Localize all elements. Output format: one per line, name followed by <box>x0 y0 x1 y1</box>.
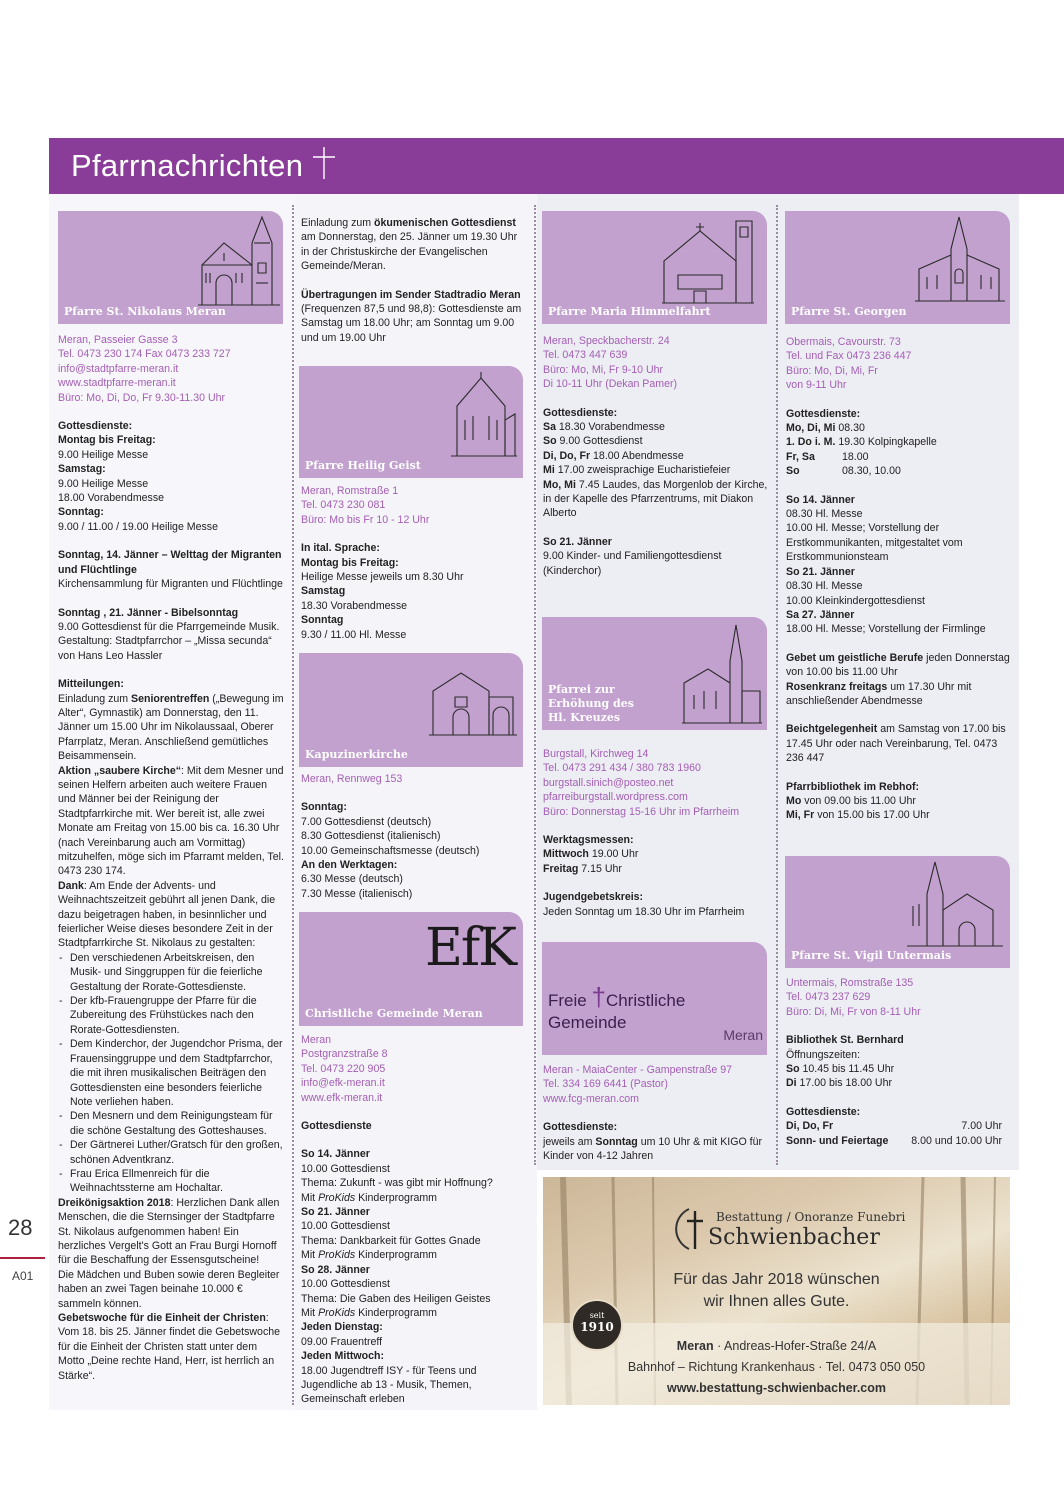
cross-icon <box>673 1205 713 1255</box>
day-label: Samstag: <box>58 463 106 476</box>
parish-name: Pfarre Maria Himmelfahrt <box>548 305 711 318</box>
column-separator <box>292 205 294 1405</box>
announcement: Dreikönigsaktion 2018: Herzlichen Dank allen Menschen, die die Sternsinger der Stadtpfarre St. Nikolaus aufgenommen haben! Ein herzliches Vergelt's Gott an Frau Burgi Hornoff für die Beschaffung der Essensgutscheine! <box>58 1196 280 1267</box>
list-item: - Frau Erica Ellmenreich für die Weihnachtssterne am Hochaltar. <box>58 1167 286 1196</box>
email-link[interactable]: info@efk-meran.it <box>301 1077 385 1090</box>
church-illustration-icon <box>905 860 1005 948</box>
parish-name: Pfarre St. Nikolaus Meran <box>64 305 226 318</box>
announcement: Einladung zum Seniorentreffen („Bewegung im Alter“, Gymnastik) am Donnerstag, den 11. Jänner um 15.00 Uhr im Nikolaussaal, Oberer Pfarrplatz, Meran. Anschließend gemütliches Beisammensein. <box>58 692 284 763</box>
parish-st-nikolaus-text <box>58 333 286 1383</box>
parish-name: Pfarre St. Georgen <box>791 305 907 318</box>
kapuzinerkirche-text: Meran, Rennweg 153 Sonntag: 7.00 Gottesdienst (deutsch) 8.30 Gottesdienst (italienisch) 10.00 Gemeinschaftsmesse (deutsch) An den Werktagen: 6.30 Messe (deutsch) 7.30 Messe (italienisch) <box>301 773 480 900</box>
parish-name: Pfarre Heilig Geist <box>305 459 421 472</box>
ad-company-name: Schwienbacher <box>708 1225 880 1250</box>
contact-line: Meran, Passeier Gasse 3 <box>58 334 178 346</box>
contact-line: Büro: Mo, Di, Do, Fr 9.30-11.30 Uhr <box>58 391 226 404</box>
schedule-line: 9.00 Heilige Messe <box>58 448 149 461</box>
announcement: Die Mädchen und Buben sowie deren Begleiter haben an zwei Tagen beinahe 10.000 € sammeln können. <box>58 1268 280 1310</box>
parish-heilig-geist-text: Meran, Romstraße 1 Tel. 0473 230 081 Büro: Mo bis Fr 10 - 12 Uhr In ital. Sprache: Montag bis Freitag: Heilige Messe jeweils um 8.30 Uhr Samstag 18.30 Vorabendmesse Sonntag 9.30 / 11.00 Hl. Messe <box>301 484 527 642</box>
website-link[interactable]: www.stadtpfarre-meran.it <box>58 377 176 390</box>
list-item: - Dem Kinderchor, der Jugendchor Prisma, der Frauensinggruppe und dem Stadtpfarrchor, die mit ihren musikalischen Beiträgen den Gottesdiensten eine besonders feierliche Note verliehen haben. <box>58 1037 286 1109</box>
cross-icon <box>311 146 337 180</box>
page-number: 28 <box>8 1215 33 1240</box>
event-text: Kirchensammlung für Migranten und Flüchtlinge <box>58 578 283 591</box>
section-heading: Gottesdienste: <box>58 420 133 433</box>
church-illustration-icon <box>196 213 282 307</box>
parish-name: Kapuzinerkirche <box>305 748 408 761</box>
page-divider <box>0 1257 45 1259</box>
email-link[interactable]: burgstall.sinich@posteo.net <box>543 776 674 789</box>
parish-card-fcg <box>542 942 767 1055</box>
event-heading: Sonntag , 21. Jänner - Bibelsonntag <box>58 606 239 619</box>
since-seal: seit 1910 <box>571 1299 623 1351</box>
day-label: Montag bis Freitag: <box>58 434 156 447</box>
contact-line: Büro: Mo bis Fr 10 - 12 Uhr <box>301 513 430 526</box>
announcement: Gebetswoche für die Einheit der Christen: Vom 18. bis 25. Jänner findet die Gebetswoche für die Einheit der Christen statt unter dem Motto „Deine rechte Hand, Herr, ist herrlich an Stärke“. <box>58 1312 281 1382</box>
column-separator <box>776 205 778 1165</box>
website-link[interactable]: pfarreiburgstall.wordpress.com <box>543 791 688 804</box>
funeral-advertisement <box>543 1177 1010 1405</box>
ad-wish-line: wir Ihnen alles Gute. <box>703 1293 850 1310</box>
section-heading: Mitteilungen: <box>58 678 124 691</box>
parish-card-st-nikolaus <box>58 211 283 324</box>
church-illustration-icon <box>427 667 519 737</box>
edition-code: A01 <box>12 1269 34 1283</box>
day-label: Sonntag: <box>58 506 104 519</box>
parish-card-heilig-geist <box>299 366 523 478</box>
church-illustration-icon <box>680 621 764 725</box>
column-separator <box>534 205 536 1165</box>
fcg-logo: Freie †Christliche Gemeinde Meran <box>548 982 763 1043</box>
schedule-line: 18.00 Vorabendmesse <box>58 492 165 505</box>
efk-text: Meran Postgranzstraße 8 Tel. 0473 220 905 info@efk-meran.it www.efk-meran.it Gottesdienste So 14. Jänner 10.00 Gottesdienst Thema: Zukunft - was gibt mir Hoffnung? Mit ProKids Kinderprogramm So 21. Jänner 10.00 Gottesdienst Thema: Dankbarkeit für Gottes Gnade Mit ProKids Kinderprogramm So 28. Jänner 10.00 Gottesdienst Thema: Die Gaben des Heiligen Geistes Mit ProKids Kinderprogramm Jeden Dienstag: 09.00 Frauentreff Jeden Mittwoch: 18.00 Jugendtreff ISY - für Teens und Jugendliche ab 13 - Musik, Themen, Gemeinschaft erleben <box>301 1033 527 1407</box>
church-illustration-icon <box>913 213 1007 303</box>
contact-line: Meran, Romstraße 1 <box>301 485 399 497</box>
parish-card-efk <box>299 912 523 1026</box>
parish-card-maria-himmelfahrt <box>542 211 767 324</box>
parish-card-st-vigil <box>785 856 1010 968</box>
schedule-line: 9.00 Heilige Messe <box>58 477 149 490</box>
event-heading: Sonntag, 14. Jänner – Welttag der Migranten und Flüchtlinge <box>58 549 282 576</box>
email-link[interactable]: info@stadtpfarre-meran.it <box>58 362 179 375</box>
parish-name: Pfarre St. Vigil Untermais <box>791 949 952 962</box>
parish-name: Christliche Gemeinde Meran <box>305 1007 483 1020</box>
schedule-line: 9.00 / 11.00 / 19.00 Heilige Messe <box>58 520 218 533</box>
event-text: 9.00 Gottesdienst für die Pfarrgemeinde Musik. Gestaltung: Stadtpfarrchor – „Missa secunda“ von Hans Leo Hassler <box>58 620 280 662</box>
st-vigil-text: Untermais, Romstraße 135 Tel. 0473 237 629 Büro: Di, Mi, Fr von 8-11 Uhr Bibliothek St. Bernhard Öffnungszeiten: So 10.45 bis 11.45 Uhr Di 17.00 bis 18.00 Uhr Gottesdienste: Di, Do, Fr 7.00 Uhr Sonn- und Feiertage 8.00 und 10.00 Uhr <box>786 977 1002 1147</box>
st-georgen-text: Obermais, Cavourstr. 73 Tel. und Fax 0473 236 447 Büro: Mo, Di, Mi, Fr von 9-11 Uhr Gottesdienste: Mo, Di, Mi 08.30 1. Do i. M. 19.30 Kolpingkapelle Fr, Sa 18.00 So 08.30, 10.00 So 14. Jänner 08.30 Hl. Messe 10.00 Hl. Messe; Vorstellung der Erstkommunikanten, mitgestaltet vom Erstkommunionsteam So 21. Jänner 08.30 Hl. Messe 10.00 Kleinkindergottesdienst Sa 27. Jänner 18.00 Hl. Messe; Vorstellung der Firmlinge Gebet um geistliche Berufe jeden Donnerstag von 10.00 bis 11.00 Uhr Rosenkranz freitags um 17.30 Uhr mit anschließender Abendmesse Beichtgelegenheit am Samstag von 17.00 bis 17.45 Uhr oder nach Vereinbarung, Tel. 0473 236 447 Pfarrbibliothek im Rebhof: Mo von 09.00 bis 11.00 Uhr Mi, Fr von 15.00 bis 17.00 Uhr <box>786 336 1010 822</box>
parish-name: Pfarrei zur Erhöhung des Hl. Kreuzes <box>548 683 634 724</box>
list-item: - Den Mesnern und dem Reinigungsteam für die schöne Gestaltung des Gotteshauses. <box>58 1109 286 1138</box>
announcement: Dank: Am Ende der Advents- und Weihnachtszeitzeit gebührt all jenen Dank, die dazu beigetragen haben, in besinnlicher und feierlicher Weise dieses besondere Zeit in der Stadtpfarrkirche St. Nikolaus zu gestalten: <box>58 879 276 950</box>
hl-kreuz-text: Burgstall, Kirchweg 14 Tel. 0473 291 434 / 380 783 1960 burgstall.sinich@posteo.net pfarreiburgstall.wordpress.com Büro: Donnerstag 15-16 Uhr im Pfarrheim Werktagsmessen: Mittwoch 19.00 Uhr Freitag 7.15 Uhr Jugendgebetskreis: Jeden Sonntag um 18.30 Uhr im Pfarrheim <box>543 747 769 919</box>
contact-line: Tel. 0473 230 174 Fax 0473 233 727 <box>58 348 231 361</box>
parish-card-hl-kreuz <box>542 617 767 730</box>
section-title: Pfarrnachrichten <box>71 148 304 183</box>
maria-himmelfahrt-text: Meran, Speckbacherstr. 24 Tel. 0473 447 639 Büro: Mo, Mi, Fr 9-10 Uhr Di 10-11 Uhr (Dekan Pamer) Gottesdienste: Sa 18.30 Vorabendmesse So 9.00 Gottesdienst Di, Do, Fr 18.00 Abendmesse Mi 17.00 zweisprachige Eucharistiefeier Mo, Mi 7.45 Laudes, das Morgenlob der Kirche, in der Kapelle des Pfarrzentrums, mit Diakon Alberto So 21. Jänner 9.00 Kinder- und Familiengottesdienst (Kinderchor) <box>543 335 768 577</box>
announcement: Aktion „saubere Kirche“: Mit dem Mesner und seinen Helfern arbeiten auch weitere Frauen und Männer bei der Reinigung der Stadtpfarrkirche mit. Wer bereit ist, alle zwei Monate am Freitag von 15.00 bis ca. 16.30 Uhr (nach Vereinbarung auch am Vormittag) mitzuhelfen, möge sich im Pfarramt melden, Tel. 0473 230 174. <box>58 764 284 878</box>
website-link[interactable]: www.fcg-meran.com <box>543 1092 639 1105</box>
ad-address: Meran · Andreas-Hofer-Straße 24/A <box>676 1339 877 1353</box>
section-banner <box>49 138 1064 194</box>
fcg-text: Meran - MaiaCenter - Gampenstraße 97 Tel. 334 169 6441 (Pastor) www.fcg-meran.com Gottesdienste: jeweils am Sonntag um 10 Uhr & mit KIGO für Kinder von 4-12 Jahren <box>543 1063 769 1163</box>
parish-card-st-georgen <box>785 211 1010 324</box>
contact-line: Tel. 0473 230 081 <box>301 499 386 512</box>
list-item: - Der kfb-Frauengruppe der Pfarre für die Zubereitung des Frühstückes nach den Rorate-Gottesdiensten. <box>58 994 286 1037</box>
ad-subtitle: Bestattung / Onoranze Funebri <box>716 1210 906 1224</box>
church-illustration-icon <box>449 370 519 458</box>
list-item: - Den verschiedenen Arbeitskreisen, den Musik- und Singgruppen für die feierliche Gestaltung der Rorate-Gottesdienste. <box>58 951 286 994</box>
ad-website-link[interactable]: www.bestattung-schwienbacher.com <box>666 1381 887 1395</box>
ecumenical-notice: Einladung zum ökumenischen Gottesdienst am Donnerstag, den 25. Jänner um 19.30 Uhr in der Christuskirche der Evangelischen Gemeinde/Meran. Übertragungen im Sender Stadtradio Meran (Frequenzen 87,5 und 98,8): Gottesdienste am Samstag um 18.00 Uhr; am Sonntag um 9.00 und um 19.00 Uhr <box>301 217 522 344</box>
ad-wish-line: Für das Jahr 2018 wünschen <box>673 1271 880 1288</box>
church-illustration-icon <box>660 215 756 305</box>
parish-card-kapuzinerkirche <box>299 653 523 767</box>
website-link[interactable]: www.efk-meran.it <box>301 1091 383 1104</box>
list-item: - Der Gärtnerei Luther/Gratsch für den großen, schönen Adventkranz. <box>58 1138 286 1167</box>
ad-address-2: Bahnhof – Richtung Krankenhaus · Tel. 0473 050 050 <box>627 1360 926 1374</box>
efk-logo: EfK <box>424 918 515 978</box>
